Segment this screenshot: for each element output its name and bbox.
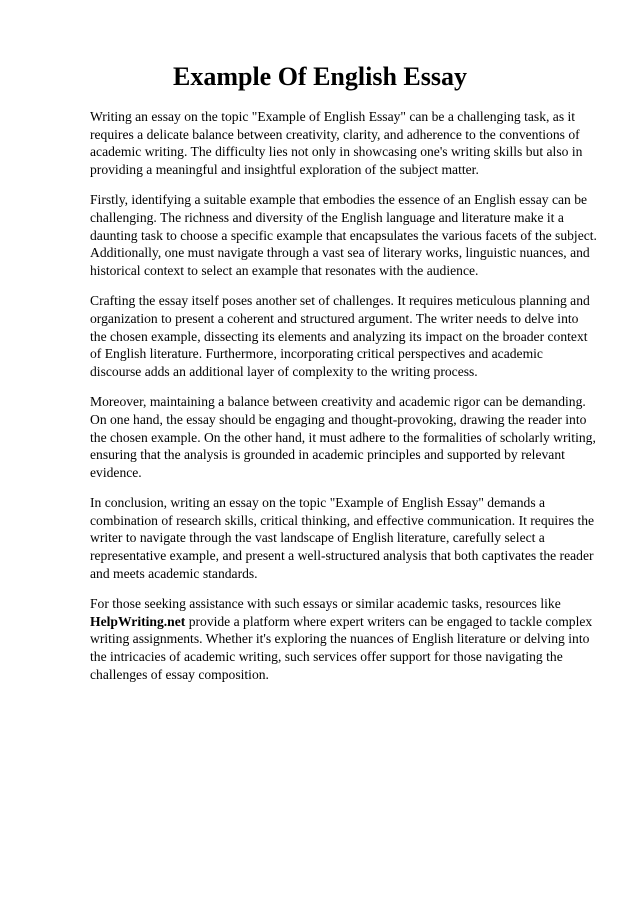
paragraph-conclusion: In conclusion, writing an essay on the topic "Example of English Essay" demands a combination of research skills, critical thinking, and effective communication. It requires the writer to navigate through the vast landscape of English literature, carefully select a representative example, and present a well-structured analysis that both captivates the reader and meets academic standards. bbox=[90, 495, 595, 581]
paragraph-intro: Writing an essay on the topic "Example of English Essay" can be a challenging task, as it requires a delicate balance between creativity, clarity, and adherence to the conventions of academic writing. The difficulty lies not only in showcasing one's writing skills but also in providing a meaningful and insightful exploration of the subject matter. bbox=[90, 109, 583, 177]
paragraph-moreover: Moreover, maintaining a balance between creativity and academic rigor can be demanding. On one hand, the essay should be engaging and thought-provoking, drawing the reader into the chosen example. On the other hand, it must adhere to the formalities of scholarly writing, ensuring that the analysis is grounded in academic principles and supported by relevant evidence. bbox=[90, 394, 596, 480]
closing-tail-text: provide a platform where expert writers can be engaged to tackle complex writing assignments. Whether it's exploring the nuances of English literature or delving into the intricacies of academic writing, such services offer support for those navigating the challenges of essay composition. bbox=[90, 613, 593, 682]
closing-lead-text: For those seeking assistance with such essays or similar academic tasks, resources like bbox=[90, 596, 561, 612]
paragraph-firstly: Firstly, identifying a suitable example that embodies the essence of an English essay can be challenging. The richness and diversity of the English language and literature make it a daunting task to choose a specific example that encapsulates the various facets of the subject. Additionally, one must navigate through a vast sea of literary works, linguistic nuances, and historical context to select an example that resonates with the audience. bbox=[90, 192, 597, 278]
page-title: Example Of English Essay bbox=[172, 62, 467, 91]
paragraph-crafting: Crafting the essay itself poses another set of challenges. It requires meticulous planning and organization to present a coherent and structured argument. The writer needs to delve into the chosen example, dissecting its elements and analyzing its impact on the broader context of English literature. Furthermore, incorporating critical perspectives and academic discourse adds an additional layer of complexity to the writing process. bbox=[90, 293, 590, 379]
paragraph-closing bbox=[90, 595, 597, 683]
brand-name: HelpWriting.net bbox=[90, 613, 186, 629]
